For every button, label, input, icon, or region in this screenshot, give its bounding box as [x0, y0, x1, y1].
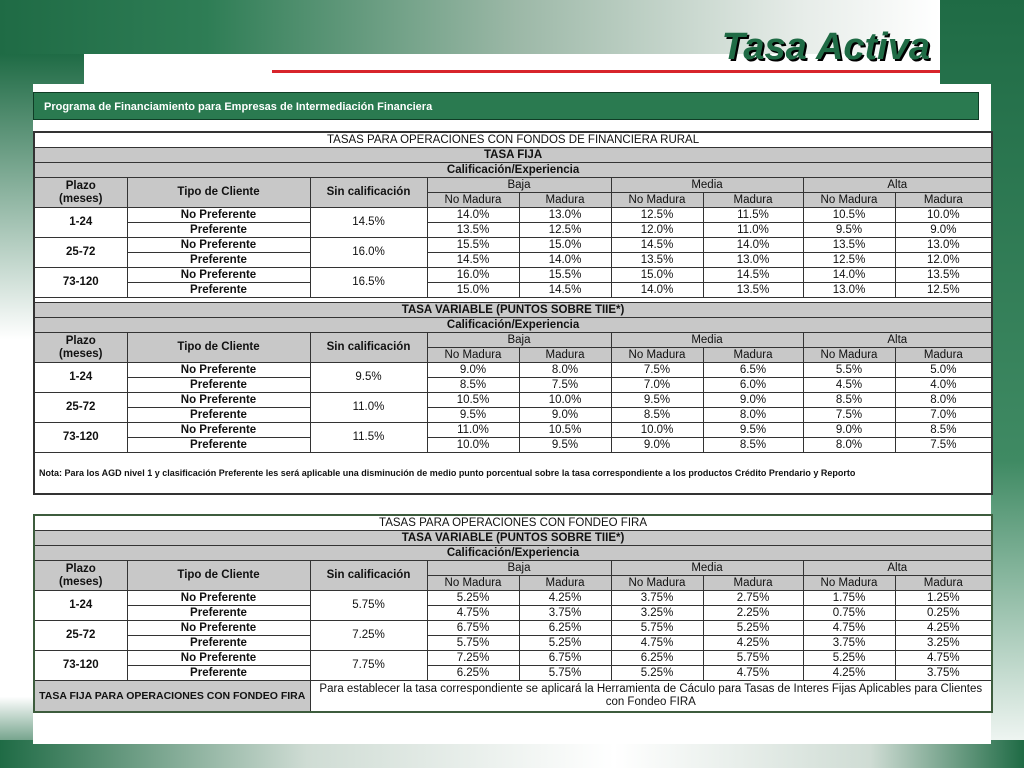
plazo-cell: 25-72 — [34, 621, 127, 651]
program-header: Programa de Financiamiento para Empresas de Intermediación Financiera — [33, 92, 979, 120]
meses-label: (meses) — [59, 347, 103, 360]
tasa-fija-fira-text: Para establecer la tasa correspondiente se aplicará la Herramienta de Cáculo para Tasas de Interes Fijas Aplicables para Clientes con Fondeo FIRA — [310, 681, 992, 713]
rate-cell: 9.5% — [519, 438, 611, 453]
sin-calificacion-value: 11.5% — [310, 423, 427, 453]
tipo-no-preferente: No Preferente — [127, 651, 310, 666]
rate-cell: 13.5% — [895, 268, 992, 283]
rate-cell: 8.5% — [703, 438, 803, 453]
rate-cell: 4.25% — [803, 666, 895, 681]
rate-cell: 14.0% — [519, 253, 611, 268]
rate-cell: 13.0% — [703, 253, 803, 268]
plazo-header — [34, 178, 127, 208]
rate-cell: 1.75% — [803, 591, 895, 606]
rate-cell: 8.0% — [803, 438, 895, 453]
baja-header: Baja — [427, 561, 611, 576]
rate-cell: 9.0% — [803, 423, 895, 438]
rate-cell: 15.0% — [427, 283, 519, 298]
plazo-cell: 1-24 — [34, 208, 127, 238]
tipo-no-preferente: No Preferente — [127, 238, 310, 253]
rate-cell: 4.75% — [703, 666, 803, 681]
rate-cell: 10.0% — [611, 423, 703, 438]
rate-cell: 13.5% — [803, 238, 895, 253]
rate-cell: 16.0% — [427, 268, 519, 283]
title-underline — [272, 70, 940, 73]
rate-cell: 6.0% — [703, 378, 803, 393]
no-madura-header: No Madura — [803, 348, 895, 363]
rate-cell: 4.75% — [803, 621, 895, 636]
rate-cell: 14.0% — [703, 238, 803, 253]
rate-cell: 7.5% — [611, 363, 703, 378]
rate-cell: 6.25% — [611, 651, 703, 666]
rate-cell: 5.75% — [427, 636, 519, 651]
madura-header: Madura — [519, 193, 611, 208]
baja-header: Baja — [427, 178, 611, 193]
rate-cell: 13.5% — [611, 253, 703, 268]
rate-cell: 8.5% — [427, 378, 519, 393]
meses-label: (meses) — [59, 192, 103, 205]
rate-cell: 10.0% — [895, 208, 992, 223]
madura-header: Madura — [703, 193, 803, 208]
plazo-cell: 25-72 — [34, 393, 127, 423]
meses-label: (meses) — [59, 575, 103, 588]
rate-cell: 7.5% — [519, 378, 611, 393]
rate-cell: 3.25% — [895, 636, 992, 651]
rate-cell: 3.75% — [611, 591, 703, 606]
baja-header: Baja — [427, 333, 611, 348]
rate-cell: 14.0% — [803, 268, 895, 283]
rate-cell: 5.25% — [519, 636, 611, 651]
rate-cell: 15.0% — [519, 238, 611, 253]
rate-cell: 8.0% — [519, 363, 611, 378]
rate-cell: 5.75% — [519, 666, 611, 681]
rate-cell: 5.25% — [427, 591, 519, 606]
rate-cell: 14.5% — [611, 238, 703, 253]
rate-cell: 7.0% — [611, 378, 703, 393]
rate-cell: 12.5% — [895, 283, 992, 298]
tipo-no-preferente: No Preferente — [127, 363, 310, 378]
sin-calificacion-value: 7.75% — [310, 651, 427, 681]
rate-cell: 12.5% — [611, 208, 703, 223]
calificacion-header: Calificación/Experiencia — [34, 546, 992, 561]
rate-cell: 15.0% — [611, 268, 703, 283]
alta-header: Alta — [803, 178, 992, 193]
tasa-variable-title: TASA VARIABLE (PUNTOS SOBRE TIIE*) — [34, 531, 992, 546]
rate-cell: 3.75% — [803, 636, 895, 651]
plazo-label: Plazo — [65, 562, 96, 575]
rate-cell: 9.5% — [703, 423, 803, 438]
tipo-preferente: Preferente — [127, 283, 310, 298]
sin-calificacion-header: Sin calificación — [310, 333, 427, 363]
rate-cell: 3.25% — [611, 606, 703, 621]
rate-cell: 9.0% — [703, 393, 803, 408]
plazo-cell: 73-120 — [34, 651, 127, 681]
rate-cell: 11.0% — [703, 223, 803, 238]
rate-cell: 10.0% — [427, 438, 519, 453]
rate-cell: 5.25% — [611, 666, 703, 681]
tipo-no-preferente: No Preferente — [127, 208, 310, 223]
sin-calificacion-value: 11.0% — [310, 393, 427, 423]
media-header: Media — [611, 178, 803, 193]
rate-cell: 14.5% — [427, 253, 519, 268]
rate-cell: 7.25% — [427, 651, 519, 666]
rate-cell: 10.0% — [519, 393, 611, 408]
rate-cell: 4.75% — [611, 636, 703, 651]
rate-cell: 8.5% — [895, 423, 992, 438]
rate-cell: 4.0% — [895, 378, 992, 393]
rate-cell: 3.75% — [895, 666, 992, 681]
slide-title: Tasa Activa — [721, 26, 930, 68]
rate-cell: 15.5% — [427, 238, 519, 253]
tipo-cliente-header: Tipo de Cliente — [127, 333, 310, 363]
rate-cell: 12.5% — [803, 253, 895, 268]
tipo-preferente: Preferente — [127, 408, 310, 423]
plazo-cell: 73-120 — [34, 423, 127, 453]
tipo-preferente: Preferente — [127, 636, 310, 651]
tipo-no-preferente: No Preferente — [127, 621, 310, 636]
no-madura-header: No Madura — [803, 576, 895, 591]
plazo-header — [34, 333, 127, 363]
plazo-header — [34, 561, 127, 591]
madura-header: Madura — [519, 348, 611, 363]
rate-cell: 14.5% — [519, 283, 611, 298]
rate-cell: 10.5% — [803, 208, 895, 223]
rate-cell: 12.5% — [519, 223, 611, 238]
tipo-no-preferente: No Preferente — [127, 393, 310, 408]
madura-header: Madura — [519, 576, 611, 591]
plazo-label: Plazo — [65, 179, 96, 192]
no-madura-header: No Madura — [611, 576, 703, 591]
sin-calificacion-value: 5.75% — [310, 591, 427, 621]
rate-cell: 9.0% — [611, 438, 703, 453]
media-header: Media — [611, 333, 803, 348]
rate-cell: 5.0% — [895, 363, 992, 378]
rate-cell: 3.75% — [519, 606, 611, 621]
rate-cell: 11.5% — [703, 208, 803, 223]
rate-cell: 4.25% — [703, 636, 803, 651]
rate-cell: 4.5% — [803, 378, 895, 393]
rate-cell: 13.0% — [803, 283, 895, 298]
rate-cell: 9.0% — [895, 223, 992, 238]
rate-cell: 8.0% — [703, 408, 803, 423]
section2-title: TASAS PARA OPERACIONES CON FONDEO FIRA — [34, 515, 992, 531]
sin-calificacion-header: Sin calificación — [310, 178, 427, 208]
plazo-label: Plazo — [65, 334, 96, 347]
rate-cell: 4.75% — [427, 606, 519, 621]
rate-cell: 10.5% — [427, 393, 519, 408]
rate-cell: 7.0% — [895, 408, 992, 423]
rate-cell: 6.25% — [519, 621, 611, 636]
rate-cell: 9.5% — [611, 393, 703, 408]
no-madura-header: No Madura — [427, 193, 519, 208]
rate-cell: 8.5% — [803, 393, 895, 408]
rate-cell: 2.25% — [703, 606, 803, 621]
rate-cell: 13.5% — [703, 283, 803, 298]
rate-cell: 5.25% — [703, 621, 803, 636]
tipo-preferente: Preferente — [127, 666, 310, 681]
fira-table — [33, 514, 993, 713]
sin-calificacion-header: Sin calificación — [310, 561, 427, 591]
tipo-preferente: Preferente — [127, 253, 310, 268]
rate-cell: 5.25% — [803, 651, 895, 666]
media-header: Media — [611, 561, 803, 576]
sin-calificacion-value: 9.5% — [310, 363, 427, 393]
madura-header: Madura — [895, 193, 992, 208]
sin-calificacion-value: 16.5% — [310, 268, 427, 298]
no-madura-header: No Madura — [611, 193, 703, 208]
rate-cell: 13.0% — [519, 208, 611, 223]
rate-cell: 6.25% — [427, 666, 519, 681]
rate-cell: 14.0% — [611, 283, 703, 298]
madura-header: Madura — [703, 576, 803, 591]
rate-cell: 13.5% — [427, 223, 519, 238]
financiera-rural-table — [33, 131, 993, 495]
plazo-cell: 25-72 — [34, 238, 127, 268]
bottom-band — [0, 740, 1024, 768]
sin-calificacion-value: 14.5% — [310, 208, 427, 238]
rate-cell: 4.25% — [519, 591, 611, 606]
rate-cell: 6.5% — [703, 363, 803, 378]
tipo-preferente: Preferente — [127, 378, 310, 393]
nota-text: Nota: Para los AGD nivel 1 y clasificación Preferente les será aplicable una disminución de medio punto porcentual sobre la tasa correspondiente a los productos Crédito Prendario y Reporto — [34, 453, 992, 495]
rate-cell: 5.75% — [703, 651, 803, 666]
rate-cell: 8.5% — [611, 408, 703, 423]
tipo-preferente: Preferente — [127, 438, 310, 453]
rate-cell: 5.5% — [803, 363, 895, 378]
rate-cell: 9.0% — [427, 363, 519, 378]
rate-cell: 2.75% — [703, 591, 803, 606]
rate-cell: 9.0% — [519, 408, 611, 423]
plazo-cell: 1-24 — [34, 363, 127, 393]
tasa-variable-title: TASA VARIABLE (PUNTOS SOBRE TIIE*) — [34, 303, 992, 318]
tipo-cliente-header: Tipo de Cliente — [127, 178, 310, 208]
madura-header: Madura — [895, 576, 992, 591]
calificacion-header: Calificación/Experiencia — [34, 163, 992, 178]
rate-cell: 0.25% — [895, 606, 992, 621]
rate-cell: 14.0% — [427, 208, 519, 223]
tasa-fija-fira-label: TASA FIJA PARA OPERACIONES CON FONDEO FIRA — [34, 681, 310, 713]
calificacion-header: Calificación/Experiencia — [34, 318, 992, 333]
madura-header: Madura — [895, 348, 992, 363]
alta-header: Alta — [803, 561, 992, 576]
rate-cell: 1.25% — [895, 591, 992, 606]
plazo-cell: 1-24 — [34, 591, 127, 621]
madura-header: Madura — [703, 348, 803, 363]
no-madura-header: No Madura — [803, 193, 895, 208]
tipo-preferente: Preferente — [127, 223, 310, 238]
plazo-cell: 73-120 — [34, 268, 127, 298]
rate-cell: 9.5% — [427, 408, 519, 423]
tipo-cliente-header: Tipo de Cliente — [127, 561, 310, 591]
rate-cell: 7.5% — [803, 408, 895, 423]
rate-cell: 0.75% — [803, 606, 895, 621]
tipo-no-preferente: No Preferente — [127, 423, 310, 438]
rate-cell: 4.75% — [895, 651, 992, 666]
sin-calificacion-value: 16.0% — [310, 238, 427, 268]
no-madura-header: No Madura — [611, 348, 703, 363]
tipo-no-preferente: No Preferente — [127, 591, 310, 606]
no-madura-header: No Madura — [427, 576, 519, 591]
tipo-no-preferente: No Preferente — [127, 268, 310, 283]
rate-cell: 6.75% — [519, 651, 611, 666]
rate-cell: 4.25% — [895, 621, 992, 636]
rate-cell: 6.75% — [427, 621, 519, 636]
rate-cell: 10.5% — [519, 423, 611, 438]
rate-cell: 12.0% — [611, 223, 703, 238]
alta-header: Alta — [803, 333, 992, 348]
rate-cell: 14.5% — [703, 268, 803, 283]
sin-calificacion-value: 7.25% — [310, 621, 427, 651]
rate-cell: 15.5% — [519, 268, 611, 283]
tasa-fija-title: TASA FIJA — [34, 148, 992, 163]
no-madura-header: No Madura — [427, 348, 519, 363]
rate-cell: 8.0% — [895, 393, 992, 408]
rate-cell: 7.5% — [895, 438, 992, 453]
section1-title: TASAS PARA OPERACIONES CON FONDOS DE FINANCIERA RURAL — [34, 132, 992, 148]
rate-cell: 5.75% — [611, 621, 703, 636]
rate-cell: 9.5% — [803, 223, 895, 238]
rate-cell: 12.0% — [895, 253, 992, 268]
tipo-preferente: Preferente — [127, 606, 310, 621]
rate-cell: 11.0% — [427, 423, 519, 438]
rate-cell: 13.0% — [895, 238, 992, 253]
rates-document — [33, 84, 991, 744]
